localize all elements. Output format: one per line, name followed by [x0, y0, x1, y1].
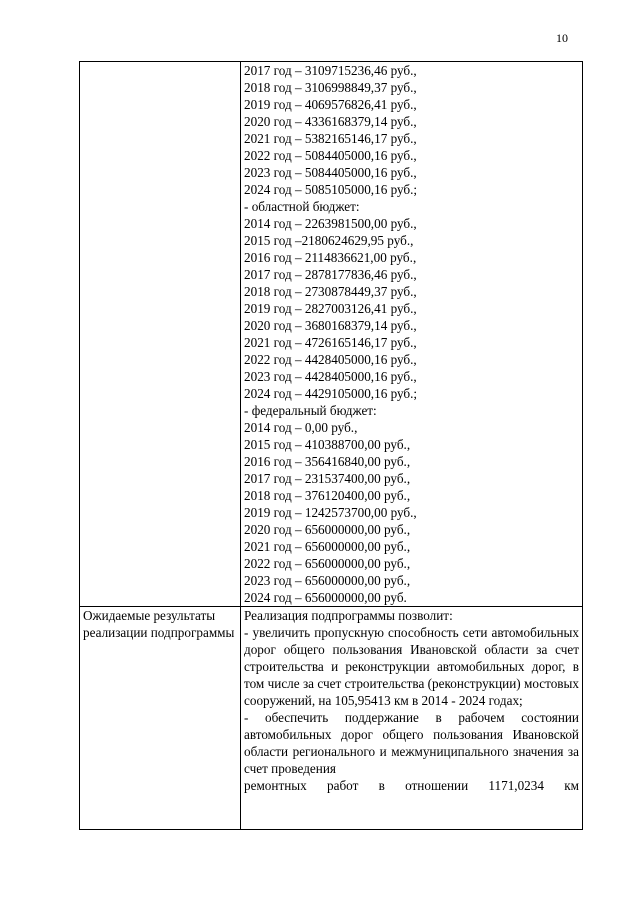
funding-line: 2015 год –2180624629,95 руб., [244, 233, 414, 248]
results-item-1: - увеличить пропускную способность сети автомобильных дорог общего пользования Ивановской области за счет строительства и реконструкции автомобильных дорог, в том числе за счет строительства (реконструкции) мостовых сооружений, на 105,95413 км в 2014 - 2024 годах; [244, 625, 579, 708]
funding-line: - федеральный бюджет: [244, 403, 377, 418]
funding-line: 2014 год – 0,00 руб., [244, 420, 358, 435]
results-item-2: - обеспечить поддержание в рабочем состоянии автомобильных дорог общего пользования Ивановской области регионального и межмуниципального значения за счет проведения [244, 710, 579, 776]
funding-line: 2023 год – 4428405000,16 руб., [244, 369, 417, 384]
funding-lines-cell [241, 62, 583, 607]
funding-line: 2017 год – 231537400,00 руб., [244, 471, 411, 486]
document-table [79, 61, 583, 830]
table-row-results [80, 607, 583, 830]
funding-line: 2016 год – 2114836621,00 руб., [244, 250, 417, 265]
funding-line: 2017 год – 3109715236,46 руб., [244, 63, 417, 78]
funding-line: 2018 год – 376120400,00 руб., [244, 488, 411, 503]
funding-line: 2019 год – 2827003126,41 руб., [244, 301, 417, 316]
funding-line: 2024 год – 4429105000,16 руб.; [244, 386, 418, 401]
funding-line: 2020 год – 656000000,00 руб., [244, 522, 411, 537]
funding-line: 2024 год – 656000000,00 руб. [244, 590, 407, 605]
funding-label-cell [80, 62, 241, 607]
funding-line: 2019 год – 1242573700,00 руб., [244, 505, 417, 520]
funding-line: 2022 год – 5084405000,16 руб., [244, 148, 417, 163]
page-number: 10 [556, 31, 568, 45]
funding-line: - областной бюджет: [244, 199, 360, 214]
funding-line: 2018 год – 3106998849,37 руб., [244, 80, 417, 95]
funding-line: 2016 год – 356416840,00 руб., [244, 454, 411, 469]
funding-line: 2020 год – 4336168379,14 руб., [244, 114, 417, 129]
results-label: Ожидаемые результаты реализации подпрограммы [80, 607, 241, 830]
funding-line: 2015 год – 410388700,00 руб., [244, 437, 411, 452]
funding-line: 2023 год – 5084405000,16 руб., [244, 165, 417, 180]
funding-line: 2023 год – 656000000,00 руб., [244, 573, 411, 588]
funding-line: 2020 год – 3680168379,14 руб., [244, 318, 417, 333]
funding-line: 2022 год – 4428405000,16 руб., [244, 352, 417, 367]
funding-line: 2017 год – 2878177836,46 руб., [244, 267, 417, 282]
table-row-funding [80, 62, 583, 607]
funding-line: 2018 год – 2730878449,37 руб., [244, 284, 417, 299]
funding-line: 2022 год – 656000000,00 руб., [244, 556, 411, 571]
results-text-cell [241, 607, 583, 830]
funding-line: 2021 год – 656000000,00 руб., [244, 539, 411, 554]
results-intro: Реализация подпрограммы позволит: [244, 608, 453, 623]
funding-line: 2014 год – 2263981500,00 руб., [244, 216, 417, 231]
funding-line: 2019 год – 4069576826,41 руб., [244, 97, 417, 112]
funding-line: 2021 год – 5382165146,17 руб., [244, 131, 417, 146]
funding-line: 2021 год – 4726165146,17 руб., [244, 335, 417, 350]
funding-line: 2024 год – 5085105000,16 руб.; [244, 182, 418, 197]
results-item-2-last-line: ремонтных работ в отношении 1171,0234 км [244, 778, 579, 793]
